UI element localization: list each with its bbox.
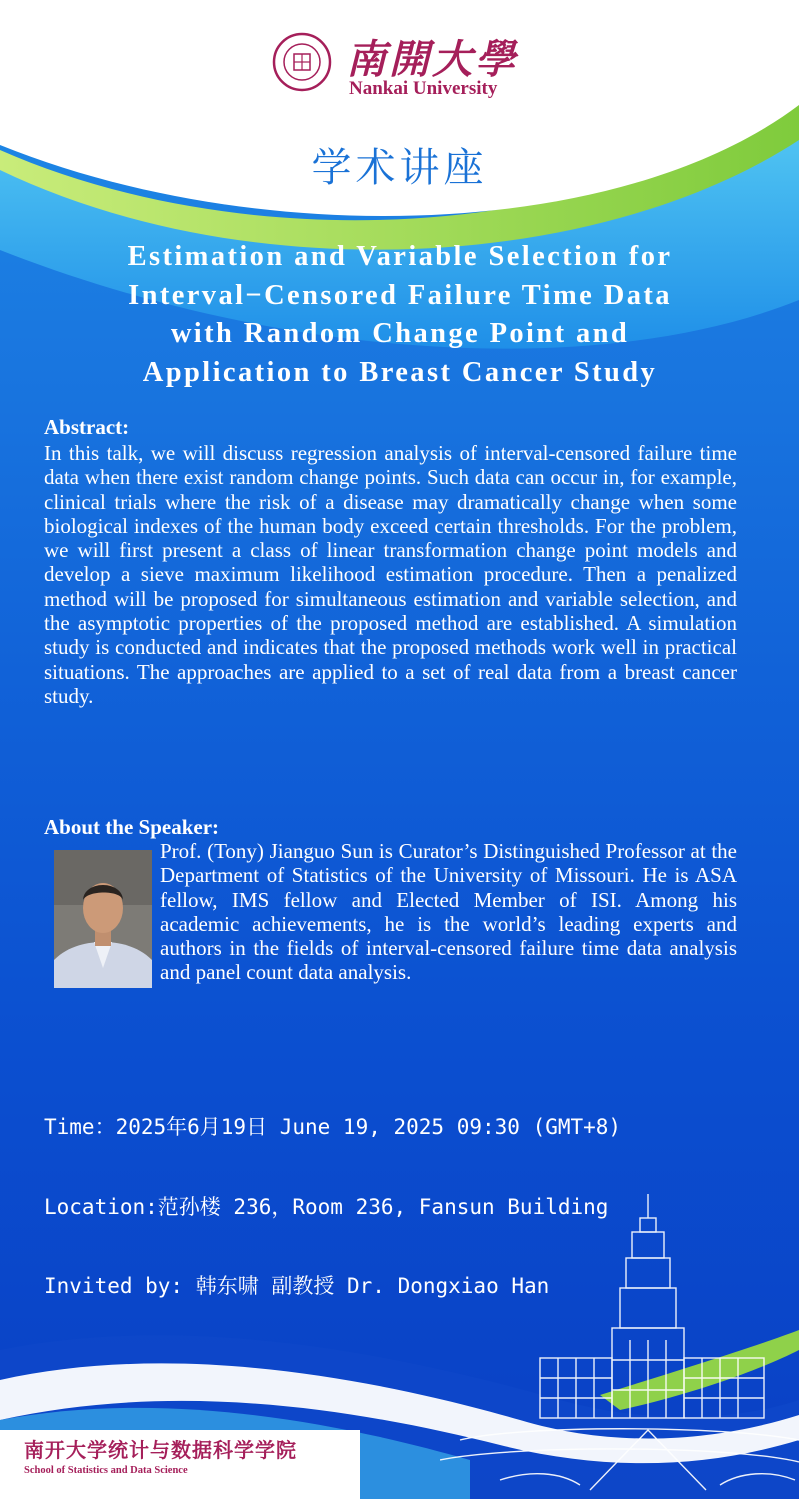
event-time: Time：2025年6月19日 June 19, 2025 09:30 (GMT+8) — [44, 1115, 622, 1139]
logo-chinese-name: 南開大學 — [346, 36, 518, 83]
university-seal-icon — [272, 32, 332, 92]
logo-english-name: Nankai University — [349, 78, 498, 99]
abstract-text: In this talk, we will discuss regression analysis of interval-censored failure time data when there exist random change points. Such data can occur in, for example, clinical trials where the risk of a disease may dramatically change when some biological indexes of the human body exceed certain thresholds. For the problem, we will first present a class of linear transformation change point models and develop a sieve maximum likelihood estimation procedure. Then a penalized method will be proposed for simultaneous estimation and variable selection, and the asymptotic properties of the proposed method are established. A simulation study is conducted and indicates that the proposed methods work well in practical situations. The approaches are applied to a set of real data from a breast cancer study. — [44, 441, 737, 708]
event-location: Location:范孙楼 236，Room 236, Fansun Building — [44, 1194, 609, 1219]
event-host: Invited by: 韩东啸 副教授 Dr. Dongxiao Han — [44, 1274, 550, 1298]
abstract-heading: Abstract: — [44, 415, 130, 439]
school-name-chinese: 南开大学统计与数据科学学院 — [24, 1438, 297, 1462]
talk-title-line: Estimation and Variable Selection for — [127, 241, 673, 272]
speaker-heading: About the Speaker: — [44, 815, 220, 839]
school-name — [24, 1434, 297, 1476]
speaker-bio: Prof. (Tony) Jianguo Sun is Curator’s Distinguished Professor at the Department of Statistics of the University of Missouri. He is ASA fellow, IMS fellow and Elected Member of ISI. Among his academic achievements, he is the world’s leading experts and authors in the fields of interval-censored failure time data analysis and panel count data analysis. — [160, 839, 737, 985]
talk-title-line: Interval−Censored Failure Time Data — [128, 279, 672, 311]
talk-title-line: with Random Change Point and — [170, 318, 630, 349]
university-logo — [272, 22, 532, 102]
talk-title-line: Application to Breast Cancer Study — [142, 356, 658, 388]
lecture-heading: 学术讲座 — [311, 145, 488, 191]
speaker-photo — [54, 850, 152, 988]
speaker-portrait-icon — [54, 850, 152, 988]
school-name-english: School of Statistics and Data Science — [24, 1465, 188, 1476]
main-building-sketch-icon — [440, 1190, 799, 1499]
talk-title — [50, 238, 750, 392]
